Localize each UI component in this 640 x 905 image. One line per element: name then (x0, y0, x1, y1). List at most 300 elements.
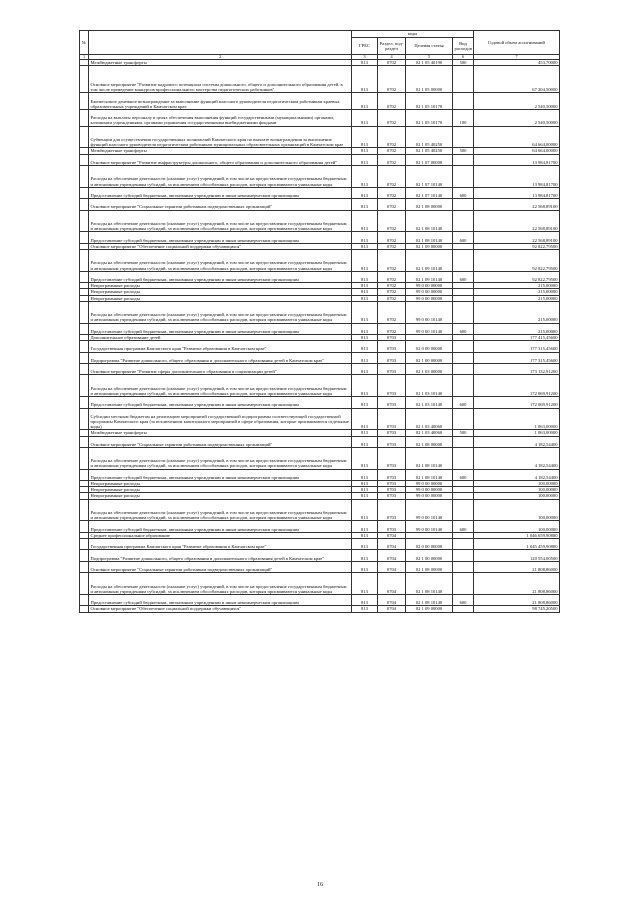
row-exp-type-cell (453, 341, 474, 352)
row-section-cell: 0702 (378, 249, 406, 271)
row-volume-cell: 177 415,45600 (474, 334, 560, 340)
row-exp-type-cell (453, 561, 474, 572)
row-section-cell: 0702 (378, 60, 406, 66)
row-exp-type-cell (453, 93, 474, 110)
row-target-cell: 02 1 08 00000 (406, 199, 453, 210)
row-section-cell: 0702 (378, 165, 406, 187)
row-section-cell: 0702 (378, 323, 406, 334)
row-volume-cell: 173 132,91200 (474, 363, 560, 374)
row-name-cell: Предоставление субсидий бюджетным, автономным учреждениям и иным некоммерческим организациям (89, 271, 352, 282)
row-grbs-cell: 813 (352, 493, 378, 499)
row-grbs-cell: 813 (352, 60, 378, 66)
row-target-cell: 99 0 00 10140 (406, 323, 453, 334)
header-codes: коды (352, 31, 474, 38)
row-target-cell: 02 1 08 00000 (406, 436, 453, 447)
table-row (80, 199, 560, 210)
row-grbs-cell: 813 (352, 301, 378, 323)
row-number-cell (80, 573, 89, 595)
row-section-cell: 0703 (378, 430, 406, 436)
row-volume-cell: 21 808,86000 (474, 561, 560, 572)
row-grbs-cell: 813 (352, 154, 378, 165)
row-volume-cell: 100,00000 (474, 487, 560, 493)
row-exp-type-cell (453, 436, 474, 447)
row-number-cell (80, 341, 89, 352)
table-row (80, 352, 560, 363)
row-name-cell: Непрограммные расходы (89, 295, 352, 301)
row-name-cell: Основное мероприятие "Социальные гарантии работникам подведомственных организаций" (89, 199, 352, 210)
row-name-cell: Расходы на обеспечение деятельности (оказание услуг) учреждений, в том числе на предоставление государственным бюджетным и автономным учреждениям субсидий, за исключением обособленных расходов, которым присваиваются уникальные коды (89, 447, 352, 469)
row-name-cell: Основное мероприятие "Развитие кадрового потенциала системы дошкольного, общего и дополнительного образования детей, в том числе проведение конкурсов профессионального мастерства педагогических работников" (89, 66, 352, 93)
row-target-cell: 02 1 08 10140 (406, 573, 453, 595)
row-section-cell: 0702 (378, 301, 406, 323)
row-name-cell: Основное мероприятие "Социальные гарантии работникам подведомственных организаций" (89, 561, 352, 572)
row-target-cell: 02 1 05 00000 (406, 66, 453, 93)
row-grbs-cell: 813 (352, 66, 378, 93)
row-name-cell: Основное мероприятие "Развитие сферы дополнительного образования и социализации детей" (89, 363, 352, 374)
row-grbs-cell: 813 (352, 148, 378, 154)
row-grbs-cell: 813 (352, 573, 378, 595)
row-section-cell: 0702 (378, 66, 406, 93)
table-row (80, 66, 560, 93)
row-volume-cell: 2 540,50000 (474, 93, 560, 110)
row-grbs-cell: 813 (352, 232, 378, 243)
row-grbs-cell: 813 (352, 521, 378, 532)
row-volume-cell: 100,00000 (474, 499, 560, 521)
row-section-cell: 0703 (378, 436, 406, 447)
table-row (80, 447, 560, 469)
row-number-cell (80, 323, 89, 334)
row-name-cell: Основное мероприятие "Социальные гарантии работникам подведомственных организаций" (89, 436, 352, 447)
table-body (80, 60, 560, 612)
row-number-cell (80, 126, 89, 148)
row-name-cell: Основное мероприятие "Развитие инфраструктуры дошкольного, общего образования и дополнительного образования детей" (89, 154, 352, 165)
table-row (80, 521, 560, 532)
row-section-cell: 0702 (378, 187, 406, 198)
row-exp-type-cell (453, 606, 474, 612)
row-name-cell: Непрограммные расходы (89, 481, 352, 487)
table-row (80, 469, 560, 480)
row-section-cell: 0704 (378, 539, 406, 550)
row-section-cell: 0704 (378, 561, 406, 572)
row-number-cell (80, 93, 89, 110)
row-volume-cell: 13 984,81700 (474, 187, 560, 198)
row-name-cell: Непрограммные расходы (89, 493, 352, 499)
row-volume-cell: 98 745,20500 (474, 606, 560, 612)
row-name-cell: Подпрограмма "Развитие дошкольного, общего образования и дополнительного образования детей в Камчатском крае" (89, 550, 352, 561)
row-section-cell: 0703 (378, 341, 406, 352)
row-volume-cell: 215,00000 (474, 295, 560, 301)
row-name-cell: Предоставление субсидий бюджетным, автономным учреждениям и иным некоммерческим организациям (89, 469, 352, 480)
row-name-cell: Расходы на обеспечение деятельности (оказание услуг) учреждений, в том числе на предоставление государственным бюджетным и автономным учреждениям субсидий, за исключением обособленных расходов, которым присваиваются уникальные коды (89, 573, 352, 595)
row-section-cell: 0703 (378, 493, 406, 499)
row-section-cell: 0702 (378, 271, 406, 282)
row-section-cell: 0702 (378, 283, 406, 289)
row-grbs-cell: 813 (352, 561, 378, 572)
row-volume-cell: 177 315,45600 (474, 341, 560, 352)
table-row (80, 232, 560, 243)
row-grbs-cell: 813 (352, 408, 378, 430)
row-section-cell: 0702 (378, 154, 406, 165)
row-section-cell: 0702 (378, 243, 406, 249)
row-target-cell: 02 1 00 00000 (406, 352, 453, 363)
table-row (80, 375, 560, 397)
row-section-cell: 0703 (378, 521, 406, 532)
row-number-cell (80, 110, 89, 127)
row-target-cell: 02 1 08 10140 (406, 595, 453, 606)
row-grbs-cell: 813 (352, 93, 378, 110)
row-target-cell: 99 0 00 00000 (406, 481, 453, 487)
page-number: 16 (317, 882, 323, 888)
index-cell: 3 (352, 55, 378, 60)
row-volume-cell: 67 204,50000 (474, 66, 560, 93)
row-grbs-cell: 813 (352, 187, 378, 198)
row-section-cell: 0703 (378, 397, 406, 408)
row-number-cell (80, 469, 89, 480)
row-grbs-cell: 813 (352, 289, 378, 295)
row-target-cell: 02 1 03 10140 (406, 375, 453, 397)
row-volume-cell: 1 063,00000 (474, 408, 560, 430)
row-name-cell: Предоставление субсидий бюджетным, автономным учреждениям и иным некоммерческим организациям (89, 521, 352, 532)
row-exp-type-cell: 600 (453, 521, 474, 532)
row-volume-cell: 215,00000 (474, 283, 560, 289)
row-name-cell: Основное мероприятие "Обеспечение социальной поддержки обучающихся" (89, 606, 352, 612)
row-name-cell: Субвенции для осуществления государственных полномочий Камчатского края по выплате вознаграждения за выполнение функций классного руководителя педагогическим работникам муниципальных образовательных организаций в Камчатском крае (89, 126, 352, 148)
row-name-cell: Подпрограмма "Развитие дошкольного, общего образования и дополнительного образования детей в Камчатском крае" (89, 352, 352, 363)
row-number-cell (80, 595, 89, 606)
row-target-cell: 02 1 00 00000 (406, 550, 453, 561)
document-page (79, 30, 559, 613)
row-exp-type-cell (453, 66, 474, 93)
table-row (80, 126, 560, 148)
row-name-cell: Расходы на обеспечение деятельности (оказание услуг) учреждений, в том числе на предоставление государственным бюджетным и автономным учреждениям субсидий, за исключением обособленных расходов, которым присваиваются уникальные коды (89, 301, 352, 323)
table-row (80, 271, 560, 282)
row-exp-type-cell (453, 499, 474, 521)
row-number-cell (80, 408, 89, 430)
row-number-cell (80, 436, 89, 447)
table-row (80, 93, 560, 110)
row-number-cell (80, 232, 89, 243)
row-volume-cell: 100,00000 (474, 521, 560, 532)
row-section-cell: 0702 (378, 110, 406, 127)
row-grbs-cell: 813 (352, 550, 378, 561)
row-exp-type-cell (453, 126, 474, 148)
row-name-cell: Расходы на обеспечение деятельности (оказание услуг) учреждений, в том числе на предоставление государственным бюджетным и автономным учреждениям субсидий, за исключением обособленных расходов, которым присваиваются уникальные коды (89, 210, 352, 232)
row-volume-cell: 22 568,89100 (474, 210, 560, 232)
row-number-cell (80, 301, 89, 323)
row-target-cell: 02 1 09 10140 (406, 249, 453, 271)
row-exp-type-cell: 500 (453, 430, 474, 436)
row-target-cell: 02 1 08 10140 (406, 210, 453, 232)
row-target-cell: 02 1 09 00000 (406, 606, 453, 612)
row-name-cell: Предоставление субсидий бюджетным, автономным учреждениям и иным некоммерческим организациям (89, 595, 352, 606)
row-grbs-cell: 813 (352, 323, 378, 334)
row-grbs-cell: 813 (352, 499, 378, 521)
index-cell: 2 (89, 55, 352, 60)
row-section-cell: 0704 (378, 550, 406, 561)
table-row (80, 110, 560, 127)
row-exp-type-cell (453, 199, 474, 210)
row-exp-type-cell: 600 (453, 232, 474, 243)
row-number-cell (80, 352, 89, 363)
row-target-cell: 02 1 08 10140 (406, 232, 453, 243)
row-target-cell: 02 1 08 10140 (406, 447, 453, 469)
row-volume-cell: 22 568,89100 (474, 199, 560, 210)
row-exp-type-cell (453, 301, 474, 323)
budget-table (79, 30, 560, 613)
header-section: Раздел, под-раздел (378, 38, 406, 55)
row-grbs-cell: 813 (352, 447, 378, 469)
row-volume-cell: 4 182,54400 (474, 436, 560, 447)
row-section-cell: 0704 (378, 532, 406, 538)
row-name-cell: Среднее профессиональное образование (89, 532, 352, 538)
row-exp-type-cell (453, 550, 474, 561)
header-name (89, 31, 352, 55)
row-grbs-cell: 813 (352, 487, 378, 493)
table-row (80, 165, 560, 187)
row-grbs-cell: 813 (352, 199, 378, 210)
index-cell: 5 (406, 55, 453, 60)
row-volume-cell: 4 182,54400 (474, 447, 560, 469)
row-target-cell: 99 0 00 00000 (406, 295, 453, 301)
row-number-cell (80, 375, 89, 397)
row-section-cell: 0704 (378, 595, 406, 606)
row-name-cell: Непрограммные расходы (89, 283, 352, 289)
row-number-cell (80, 187, 89, 198)
row-volume-cell: 64 664,00000 (474, 126, 560, 148)
row-section-cell: 0702 (378, 148, 406, 154)
row-grbs-cell: 813 (352, 334, 378, 340)
row-target-cell: 02 1 07 00000 (406, 154, 453, 165)
table-row (80, 436, 560, 447)
row-target-cell: 02 1 05 40250 (406, 148, 453, 154)
row-name-cell: Расходы на выплаты персоналу в целях обеспечения выполнения функций государственными (муниципальными) органами, казенными учреждениями, органами управления государственными внебюджетными фондами (89, 110, 352, 127)
row-section-cell: 0702 (378, 93, 406, 110)
row-target-cell: 02 1 08 00000 (406, 561, 453, 572)
table-row (80, 561, 560, 572)
row-section-cell: 0703 (378, 375, 406, 397)
header-number: № (80, 31, 89, 55)
row-name-cell: Непрограммные расходы (89, 487, 352, 493)
table-row (80, 341, 560, 352)
row-exp-type-cell (453, 447, 474, 469)
row-volume-cell: 1 046 659,90800 (474, 532, 560, 538)
index-cell: 1 (80, 55, 89, 60)
row-target-cell: 99 0 00 00000 (406, 487, 453, 493)
row-section-cell: 0703 (378, 481, 406, 487)
row-volume-cell: 215,00000 (474, 323, 560, 334)
row-target-cell: 02 1 03 10140 (406, 397, 453, 408)
row-grbs-cell: 813 (352, 397, 378, 408)
row-target-cell: 02 1 09 00000 (406, 243, 453, 249)
row-volume-cell: 100,00000 (474, 493, 560, 499)
row-name-cell: Основное мероприятие "Обеспечение социальной поддержки обучающихся" (89, 243, 352, 249)
table-row (80, 595, 560, 606)
row-volume-cell: 4 182,54400 (474, 469, 560, 480)
row-grbs-cell: 813 (352, 430, 378, 436)
row-target-cell: 02 1 08 10140 (406, 469, 453, 480)
row-number-cell (80, 154, 89, 165)
row-section-cell: 0704 (378, 606, 406, 612)
row-number-cell (80, 210, 89, 232)
row-target-cell: 02 1 05 40190 (406, 60, 453, 66)
row-number-cell (80, 165, 89, 187)
row-volume-cell: 215,00000 (474, 301, 560, 323)
index-cell: 6 (453, 55, 474, 60)
row-volume-cell: 100,00000 (474, 481, 560, 487)
row-exp-type-cell: 600 (453, 397, 474, 408)
table-row (80, 408, 560, 430)
row-volume-cell: 453,70000 (474, 60, 560, 66)
row-section-cell: 0702 (378, 289, 406, 295)
table-row (80, 397, 560, 408)
row-number-cell (80, 249, 89, 271)
row-number-cell (80, 521, 89, 532)
row-exp-type-cell: 600 (453, 595, 474, 606)
row-exp-type-cell: 600 (453, 469, 474, 480)
row-grbs-cell: 813 (352, 295, 378, 301)
row-name-cell: Межбюджетные трансферты (89, 60, 352, 66)
row-target-cell: 02 1 07 10140 (406, 187, 453, 198)
row-exp-type-cell: 500 (453, 148, 474, 154)
row-volume-cell: 172 069,91200 (474, 397, 560, 408)
row-name-cell: Расходы на обеспечение деятельности (оказание услуг) учреждений, в том числе на предоставление государственным бюджетным и автономным учреждениям субсидий, за исключением обособленных расходов, которым присваиваются уникальные коды (89, 499, 352, 521)
row-number-cell (80, 397, 89, 408)
row-exp-type-cell (453, 165, 474, 187)
row-exp-type-cell: 600 (453, 271, 474, 282)
row-number-cell (80, 66, 89, 93)
table-row (80, 539, 560, 550)
row-name-cell: Расходы на обеспечение деятельности (оказание услуг) учреждений, в том числе на предоставление государственным бюджетным и автономным учреждениям субсидий, за исключением обособленных расходов, которым присваиваются уникальные коды (89, 249, 352, 271)
table-row (80, 249, 560, 271)
row-exp-type-cell (453, 249, 474, 271)
index-cell: 7 (474, 55, 560, 60)
row-grbs-cell: 813 (352, 126, 378, 148)
table-row (80, 499, 560, 521)
row-section-cell: 0702 (378, 295, 406, 301)
row-grbs-cell: 813 (352, 532, 378, 538)
row-grbs-cell: 813 (352, 165, 378, 187)
table-row (80, 550, 560, 561)
row-exp-type-cell (453, 573, 474, 595)
row-exp-type-cell: 600 (453, 323, 474, 334)
row-grbs-cell: 813 (352, 436, 378, 447)
row-volume-cell: 2 540,50000 (474, 110, 560, 127)
row-name-cell: Субсидии местным бюджетам на реализацию мероприятий государственной подпрограммы соответствующей государственной программы Камчатского края (за исключением капитального мероприятий в сфере образования, которые присваиваются отдельные коды) (89, 408, 352, 430)
row-volume-cell: 21 808,86000 (474, 573, 560, 595)
row-grbs-cell: 813 (352, 595, 378, 606)
table-row (80, 606, 560, 612)
row-target-cell: 02 1 03 40060 (406, 408, 453, 430)
row-grbs-cell: 813 (352, 110, 378, 127)
header-volume: Годовой объем ассигнований (474, 31, 560, 55)
row-number-cell (80, 271, 89, 282)
row-exp-type-cell (453, 375, 474, 397)
row-volume-cell: 1 063,00000 (474, 430, 560, 436)
row-grbs-cell: 813 (352, 539, 378, 550)
row-exp-type-cell (453, 408, 474, 430)
row-section-cell: 0702 (378, 210, 406, 232)
header-grbs: ГРБС (352, 38, 378, 55)
row-target-cell: 02 1 09 10140 (406, 271, 453, 282)
row-target-cell: 02 1 05 10170 (406, 93, 453, 110)
row-name-cell: Ежемесячное денежное вознаграждение за выполнение функций классного руководителя педагогическим работникам краевых образовательных учреждений в Камчатском крае (89, 93, 352, 110)
row-volume-cell: 120 554,00500 (474, 550, 560, 561)
row-grbs-cell: 813 (352, 210, 378, 232)
row-target-cell: 02 1 05 10170 (406, 110, 453, 127)
row-section-cell: 0703 (378, 487, 406, 493)
row-section-cell: 0702 (378, 232, 406, 243)
row-name-cell: Государственная программа Камчатского края "Развитие образования в Камчатском крае" (89, 341, 352, 352)
row-grbs-cell: 813 (352, 243, 378, 249)
row-number-cell (80, 606, 89, 612)
row-section-cell: 0703 (378, 447, 406, 469)
row-number-cell (80, 199, 89, 210)
row-grbs-cell: 813 (352, 606, 378, 612)
row-name-cell: Межбюджетные трансферты (89, 148, 352, 154)
row-volume-cell: 22 568,89100 (474, 232, 560, 243)
table-row (80, 323, 560, 334)
row-name-cell: Предоставление субсидий бюджетным, автономным учреждениям и иным некоммерческим организациям (89, 323, 352, 334)
row-grbs-cell: 813 (352, 341, 378, 352)
row-exp-type-cell (453, 210, 474, 232)
row-name-cell: Государственная программа Камчатского края "Развитие образования в Камчатском крае" (89, 539, 352, 550)
row-exp-type-cell (453, 352, 474, 363)
row-volume-cell: 177 315,45600 (474, 352, 560, 363)
row-volume-cell: 92 822,79500 (474, 243, 560, 249)
row-target-cell: 99 0 00 10140 (406, 499, 453, 521)
row-target-cell: 02 1 05 40250 (406, 126, 453, 148)
row-section-cell: 0703 (378, 334, 406, 340)
row-volume-cell: 215,00000 (474, 289, 560, 295)
row-target-cell: 02 0 00 00000 (406, 539, 453, 550)
header-target: Целевая статья (406, 38, 453, 55)
row-section-cell: 0702 (378, 126, 406, 148)
row-section-cell: 0703 (378, 499, 406, 521)
row-section-cell: 0703 (378, 408, 406, 430)
row-exp-type-cell: 600 (453, 187, 474, 198)
index-cell: 4 (378, 55, 406, 60)
row-grbs-cell: 813 (352, 481, 378, 487)
row-exp-type-cell: 100 (453, 110, 474, 127)
row-volume-cell: 21 808,86000 (474, 595, 560, 606)
row-section-cell: 0704 (378, 573, 406, 595)
row-section-cell: 0703 (378, 352, 406, 363)
row-exp-type-cell (453, 363, 474, 374)
row-target-cell: 99 0 00 00000 (406, 493, 453, 499)
table-row (80, 301, 560, 323)
table-row (80, 187, 560, 198)
row-name-cell: Предоставление субсидий бюджетным, автономным учреждениям и иным некоммерческим организациям (89, 187, 352, 198)
row-grbs-cell: 813 (352, 271, 378, 282)
table-row (80, 210, 560, 232)
row-volume-cell: 172 069,91200 (474, 375, 560, 397)
row-target-cell: 99 0 00 10140 (406, 521, 453, 532)
row-volume-cell: 92 822,79500 (474, 249, 560, 271)
row-name-cell: Дополнительное образование детей (89, 334, 352, 340)
row-name-cell: Межбюджетные трансферты (89, 430, 352, 436)
row-volume-cell: 13 984,81700 (474, 154, 560, 165)
row-grbs-cell: 813 (352, 283, 378, 289)
row-name-cell: Предоставление субсидий бюджетным, автономным учреждениям и иным некоммерческим организациям (89, 397, 352, 408)
row-exp-type-cell (453, 539, 474, 550)
row-number-cell (80, 539, 89, 550)
row-target-cell: 02 1 03 40060 (406, 430, 453, 436)
row-target-cell: 99 0 00 00000 (406, 289, 453, 295)
table-row (80, 154, 560, 165)
row-volume-cell: 64 664,00000 (474, 148, 560, 154)
row-grbs-cell: 813 (352, 375, 378, 397)
row-exp-type-cell: 500 (453, 60, 474, 66)
